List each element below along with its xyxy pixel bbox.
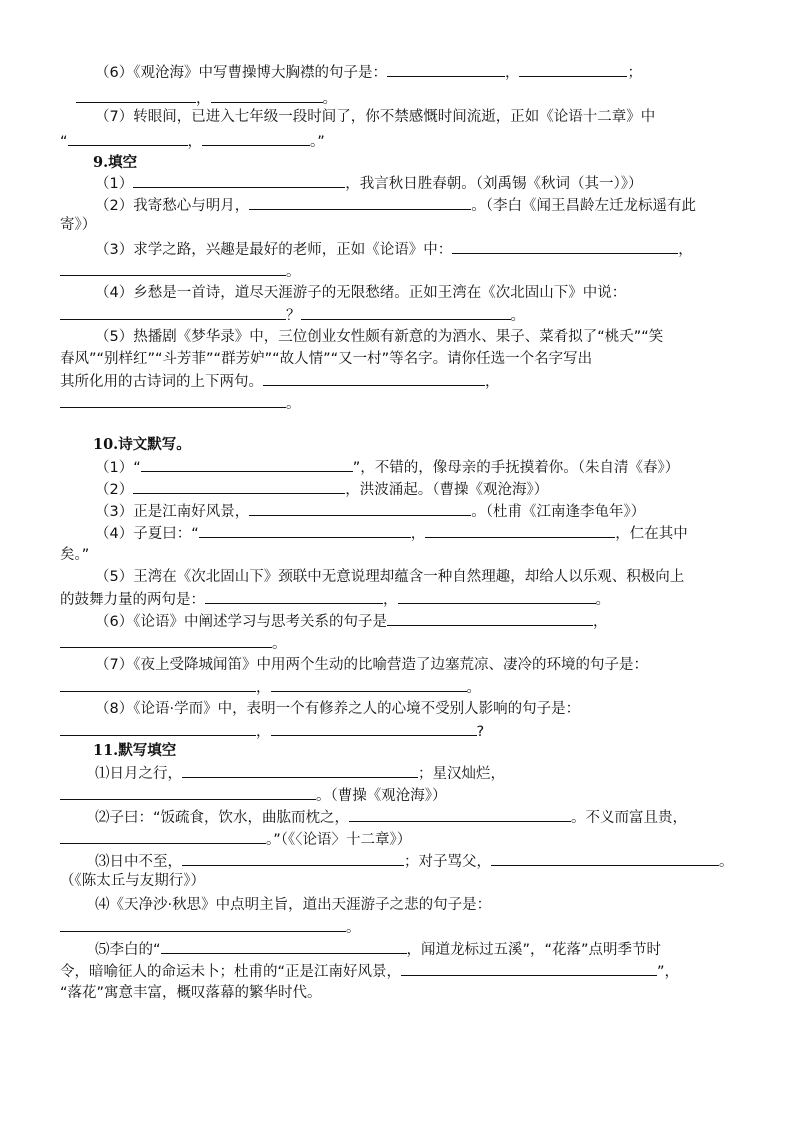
answer-blank[interactable] bbox=[60, 260, 286, 276]
answer-blank[interactable] bbox=[401, 960, 657, 976]
s11-q2: ⑵子曰：“饭疏食，饮水，曲肱而枕之， 。不义而富且贵， bbox=[95, 806, 740, 828]
s10-q4: （4）子夏曰：“ ， ，仁在其中 bbox=[95, 522, 740, 544]
s9-q5-line2: 春风”“别样红”“斗芳菲”“群芳妒”“故人情”“又一村”等名字。请你任选一个名字写出 bbox=[60, 351, 593, 367]
answer-blank[interactable] bbox=[398, 588, 596, 604]
s9-q4: （4）乡愁是一首诗，道尽天涯游子的无限愁绪。正如王湾在《次北固山下》中说： bbox=[95, 285, 627, 301]
s9-q3-cont: 。 bbox=[60, 260, 740, 282]
prev-q6-prompt: （6）《观沧海》中写曹操博大胸襟的句子是： bbox=[95, 65, 387, 81]
s11-q3-cont: （《陈太丘与友期行》） bbox=[60, 873, 205, 889]
answer-blank[interactable] bbox=[271, 720, 477, 736]
s11-q1: ⑴日月之行， ；星汉灿烂， bbox=[95, 762, 740, 784]
answer-blank[interactable] bbox=[141, 456, 353, 472]
s11-q5: ⑸李白的“ ，闻道龙标过五溪”，“花落”点明季节时 bbox=[95, 938, 740, 960]
s9-q5-line4: 。 bbox=[60, 392, 740, 414]
prev-q6-line: （6）《观沧海》中写曹操博大胸襟的句子是： ， ； bbox=[95, 61, 740, 83]
answer-blank[interactable] bbox=[387, 61, 505, 77]
s10-q5: （5）王湾在《次北固山下》颈联中无意说理却蕴含一种自然理趣，却给人以乐观、积极向上 bbox=[95, 569, 685, 585]
answer-blank[interactable] bbox=[301, 304, 511, 320]
s10-q2: （2） ，洪波涌起。（曹操《观沧海》） bbox=[95, 478, 740, 500]
answer-blank[interactable] bbox=[133, 478, 345, 494]
prev-q7-line2: “ ， 。” bbox=[60, 130, 740, 152]
section-11-title: 11.默写填空 bbox=[93, 742, 177, 759]
s10-q1: （1）“ ”，不错的，像母亲的手抚摸着你。（朱自清《春》） bbox=[95, 456, 740, 478]
s10-q7: （7）《夜上受降城闻笛》中用两个生动的比喻营造了边塞荒凉、凄冷的环境的句子是： bbox=[95, 657, 648, 673]
answer-blank[interactable] bbox=[60, 632, 272, 648]
answer-blank[interactable] bbox=[202, 130, 310, 146]
prev-q6-line2: ， 。 bbox=[60, 87, 740, 109]
answer-blank[interactable] bbox=[60, 916, 346, 932]
s11-q4-cont: 。 bbox=[60, 916, 740, 938]
answer-blank[interactable] bbox=[133, 172, 345, 188]
answer-blank[interactable] bbox=[249, 194, 471, 210]
answer-blank[interactable] bbox=[76, 87, 196, 103]
s10-q4-cont: 矣。” bbox=[60, 547, 90, 563]
answer-blank[interactable] bbox=[161, 938, 407, 954]
answer-blank[interactable] bbox=[182, 850, 404, 866]
s10-q8-cont: ， ? bbox=[60, 720, 740, 742]
answer-blank[interactable] bbox=[452, 238, 678, 254]
answer-blank[interactable] bbox=[60, 828, 266, 844]
section-9-title: 9.填空 bbox=[93, 154, 138, 171]
s9-q2-cont: 寄》） bbox=[60, 217, 97, 233]
answer-blank[interactable] bbox=[425, 522, 615, 538]
s10-q5-cont: 的鼓舞力量的两句是： ， 。 bbox=[60, 588, 740, 610]
s11-q2-cont: 。”（《〈论语〉十二章》） bbox=[60, 828, 740, 850]
answer-blank[interactable] bbox=[263, 370, 485, 386]
answer-blank[interactable] bbox=[60, 676, 256, 692]
answer-blank[interactable] bbox=[519, 61, 627, 77]
answer-blank[interactable] bbox=[491, 850, 719, 866]
s9-q4-cont: ？ 。 bbox=[60, 304, 740, 326]
s11-q5-line3: “落花”寓意丰富，概叹落幕的繁华时代。 bbox=[60, 985, 322, 1001]
answer-blank[interactable] bbox=[60, 784, 316, 800]
answer-blank[interactable] bbox=[60, 392, 286, 408]
answer-blank[interactable] bbox=[349, 806, 571, 822]
s11-q1-cont: 。（曹操《观沧海》） bbox=[60, 784, 740, 806]
answer-blank[interactable] bbox=[205, 588, 383, 604]
s9-q1: （1） ，我言秋日胜春朝。（刘禹锡《秋词（其一）》） bbox=[95, 172, 740, 194]
prev-q7-line bbox=[95, 106, 740, 128]
s9-q3: （3）求学之路，兴趣是最好的老师，正如《论语》中： ， bbox=[95, 238, 740, 260]
s10-q8: （8）《论语·学而》中，表明一个有修养之人的心境不受别人影响的句子是： bbox=[95, 701, 581, 717]
s10-q3: （3）正是江南好风景， 。（杜甫《江南逢李龟年》） bbox=[95, 500, 740, 522]
s11-q3: ⑶日中不至， ；对子骂父， 。 bbox=[95, 850, 740, 872]
s11-q4: ⑷《天净沙·秋思》中点明主旨，道出天涯游子之悲的句子是： bbox=[95, 897, 492, 913]
prev-q7-prompt: （7）转眼间，已进入七年级一段时间了，你不禁感慨时间流逝，正如《论语十二章》中 bbox=[95, 109, 656, 125]
answer-blank[interactable] bbox=[60, 720, 256, 736]
s11-q5-line2: 令，暗喻征人的命运未卜；杜甫的“正是江南好风景， ”， bbox=[60, 960, 740, 982]
answer-blank[interactable] bbox=[68, 130, 188, 146]
answer-blank[interactable] bbox=[271, 676, 467, 692]
answer-blank[interactable] bbox=[182, 762, 418, 778]
s9-q5: （5）热播剧《梦华录》中，三位创业女性颇有新意的为酒水、果子、菜肴拟了“桃夭”“笑 bbox=[95, 329, 664, 345]
section-10-title: 10.诗文默写。 bbox=[93, 436, 191, 453]
s9-q2: （2）我寄愁心与明月， 。（李白《闻王昌龄左迁龙标遥有此 bbox=[95, 194, 740, 216]
answer-blank[interactable] bbox=[249, 500, 471, 516]
answer-blank[interactable] bbox=[60, 304, 286, 320]
answer-blank[interactable] bbox=[387, 610, 593, 626]
answer-blank[interactable] bbox=[199, 522, 411, 538]
s9-q5-line3: 其所化用的古诗词的上下两句。 ， bbox=[60, 370, 740, 392]
s10-q6: （6）《论语》中阐述学习与思考关系的句子是 ， bbox=[95, 610, 740, 632]
answer-blank[interactable] bbox=[211, 87, 323, 103]
s10-q7-cont: ， 。 bbox=[60, 676, 740, 698]
s10-q6-cont: 。 bbox=[60, 632, 740, 654]
